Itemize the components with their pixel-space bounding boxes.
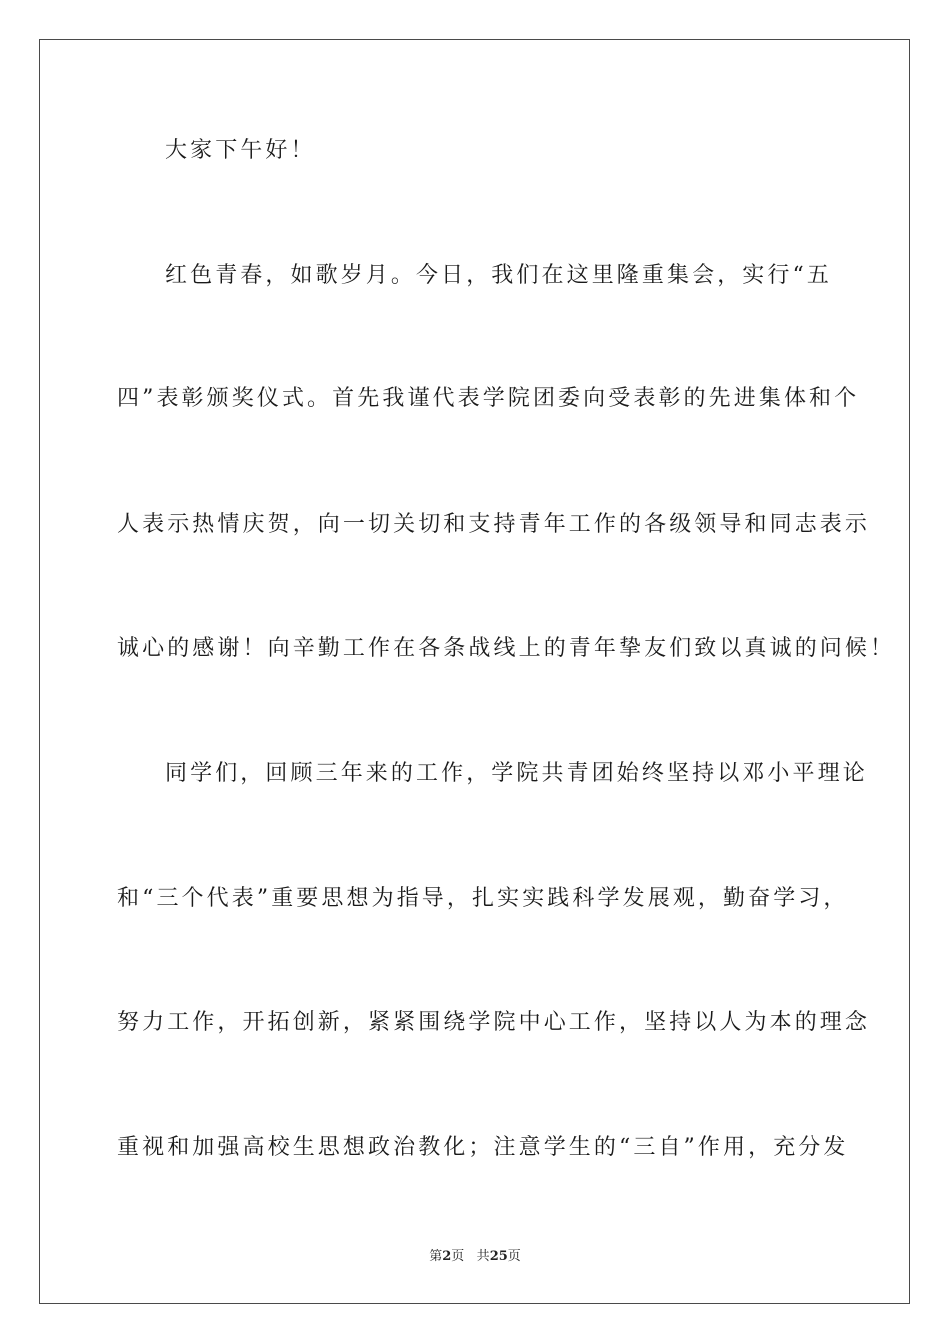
paragraph-2-line-1: 同学们，回顾三年来的工作，学院共青团始终坚持以邓小平理论	[165, 761, 868, 786]
page-footer	[0, 1249, 950, 1265]
page-prefix: 第	[429, 1249, 443, 1264]
paragraph-1-line-2: 四”表彰颁奖仪式。首先我谨代表学院团委向受表彰的先进集体和个	[117, 386, 860, 411]
paragraph-1-line-4: 诚心的感谢！向辛勤工作在各条战线上的青年挚友们致以真诚的问候！	[117, 636, 896, 661]
page-border	[39, 39, 910, 1304]
paragraph-1-line-3: 人表示热情庆贺，向一切关切和支持青年工作的各级领导和同志表示	[117, 512, 871, 537]
paragraph-2-line-4: 重视和加强高校生思想政治教化；注意学生的“三自”作用，充分发	[117, 1135, 849, 1160]
total-suffix: 页	[507, 1249, 521, 1264]
paragraph-1-line-1: 红色青春，如歌岁月。今日，我们在这里隆重集会，实行“五	[165, 263, 832, 288]
total-prefix: 共	[476, 1249, 490, 1264]
total-pages: 25	[489, 1249, 508, 1264]
page-number: 2	[442, 1249, 452, 1264]
paragraph-2-line-3: 努力工作，开拓创新，紧紧围绕学院中心工作，坚持以人为本的理念	[117, 1010, 871, 1035]
paragraph-2-line-2: 和“三个代表”重要思想为指导，扎实实践科学发展观，勤奋学习，	[117, 886, 849, 911]
greeting-line: 大家下午好！	[165, 138, 316, 163]
page-suffix: 页	[451, 1249, 465, 1264]
